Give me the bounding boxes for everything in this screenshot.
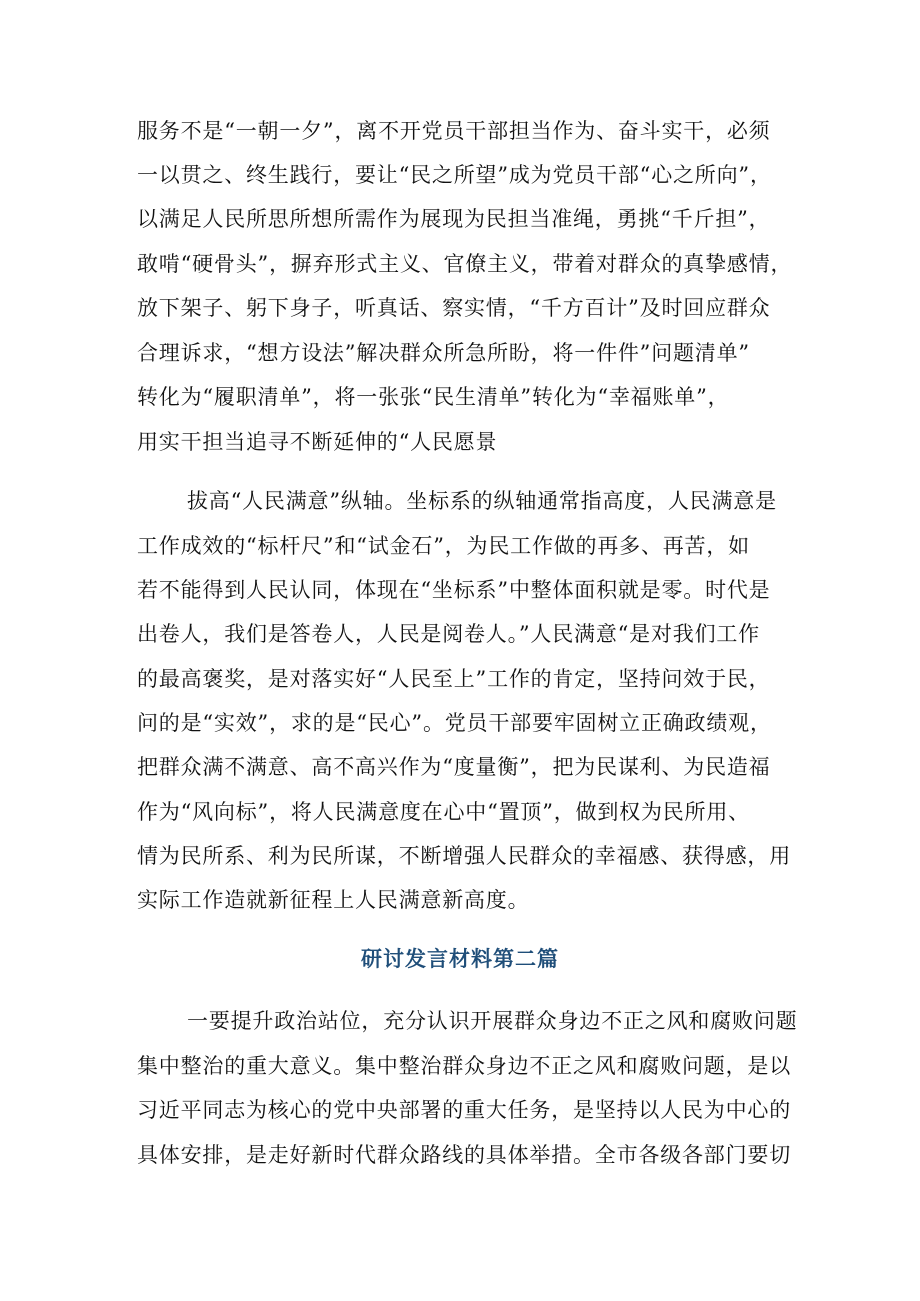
paragraph-1-line-2: 一以贯之、终生践行，要让“民之所望”成为党员干部“心之所向”，: [137, 163, 772, 187]
paragraph-2-line-3: 若不能得到人民认同，体现在“坐标系”中整体面积就是零。时代是: [137, 578, 771, 602]
paragraph-1-line-4: 敢啃“硬骨头”，摒弃形式主义、官僚主义，带着对群众的真挚感情，: [137, 252, 793, 276]
paragraph-2-line-7: 把群众满不满意、高不高兴作为“度量衡”，把为民谋利、为民造福: [137, 755, 771, 779]
paragraph-2-line-1: 拔高“人民满意”纵轴。坐标系的纵轴通常指高度，人民满意是: [187, 489, 777, 513]
paragraph-2-line-10: 实际工作造就新征程上人民满意新高度。: [137, 888, 530, 912]
paragraph-3-line-1: 一要提升政治站位，充分认识开展群众身边不正之风和腐败问题: [187, 1009, 798, 1033]
paragraph-3-line-2: 集中整治的重大意义。集中整治群众身边不正之风和腐败问题，是以: [137, 1054, 791, 1078]
paragraph-1-line-7: 转化为“履职清单”，将一张张“民生清单”转化为“幸福账单”，: [137, 385, 730, 409]
section-heading: 研讨发言材料第二篇: [361, 946, 559, 971]
paragraph-1-line-1: 服务不是“一朝一夕”，离不开党员干部担当作为、奋斗实干，必须: [137, 119, 771, 143]
paragraph-2-line-5: 的最高褒奖，是对落实好“人民至上”工作的肯定，坚持问效于民，: [137, 667, 771, 691]
paragraph-2-line-9: 情为民所系、利为民所谋，不断增强人民群众的幸福感、获得感，用: [137, 844, 791, 868]
paragraph-2-line-4: 出卷人，我们是答卷人，人民是阅卷人。”人民满意“是对我们工作: [137, 622, 760, 646]
paragraph-2-line-6: 问的是“实效”，求的是“民心”。党员干部要牢固树立正确政绩观，: [137, 711, 772, 735]
paragraph-1-line-5: 放下架子、躬下身子，听真话、察实情，“千方百计”及时回应群众: [137, 296, 771, 320]
paragraph-1-line-6: 合理诉求，“想方设法”解决群众所急所盼，将一件件”问题清单”: [137, 341, 750, 365]
paragraph-2-line-2: 工作成效的“标杆尺”和“试金石”，为民工作做的再多、再苦，如: [137, 534, 750, 558]
paragraph-1-line-3: 以满足人民所思所想所需作为展现为民担当准绳，勇挑“千斤担”，: [137, 207, 771, 231]
paragraph-3-line-3: 习近平同志为核心的党中央部署的重大任务，是坚持以人民为中心的: [137, 1098, 791, 1122]
paragraph-2-line-8: 作为“风向标”，将人民满意度在心中“置顶”，做到权为民所用、: [137, 800, 750, 824]
paragraph-1-line-8: 用实干担当追寻不断延伸的“人民愿景: [137, 430, 498, 454]
paragraph-3-line-4: 具体安排，是走好新时代群众路线的具体举措。全市各级各部门要切: [137, 1143, 791, 1167]
